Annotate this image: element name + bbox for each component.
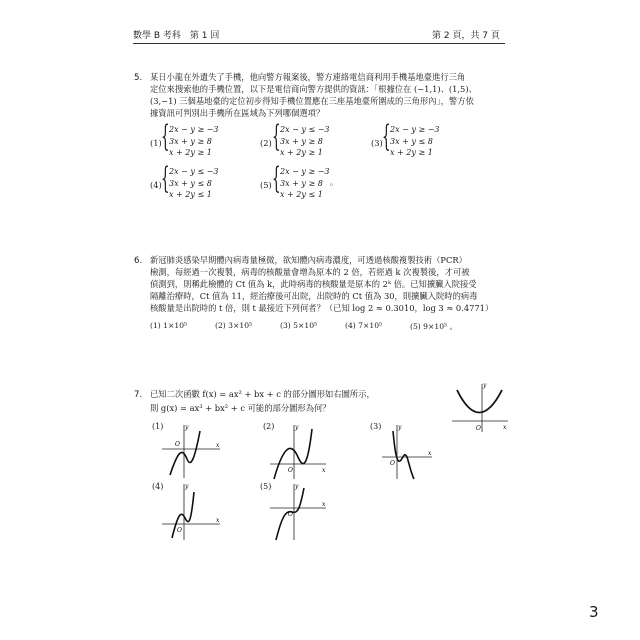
- q5-option-1-label: (1): [150, 138, 162, 148]
- q5-line-1: 某日小龍在外遺失了手機，他向警方報案後，警方連絡電信商利用手機基地臺進行三角: [150, 72, 466, 82]
- q6-line-5: 核酸量是出院時的 t 倍，則 t 最接近下列何者？（已知 log 2 ≈ 0.3010，log 3 ≈ 0.4771）: [150, 303, 494, 313]
- q5-option-4-row-1: 2x − y ≤ −3: [169, 167, 219, 176]
- q7-graph-2: [268, 423, 330, 483]
- q6-line-1: 新冠肺炎感染早期體內病毒量極微，欲知體內病毒濃度，可透過核酸複製技術（PCR）: [150, 255, 467, 265]
- q7-graph-1: [160, 423, 226, 483]
- parabola-origin-label: O: [476, 425, 481, 432]
- q5-option-2-brace: {: [272, 119, 281, 154]
- q5-option-1-row-2: 3x + y ≥ 8: [169, 136, 212, 146]
- q5-option-2-label: (2): [260, 138, 272, 148]
- q5-end-mark: 。: [330, 178, 338, 187]
- q6-line-4: 隔離治療時，Ct 值為 11，經治療後可出院，出院時的 Ct 值為 30，則擴臟入院時的病毒: [150, 291, 478, 301]
- q5-option-1-brace: {: [161, 119, 170, 154]
- q6-number: 6.: [134, 256, 143, 266]
- q7-graph-5: [268, 482, 330, 544]
- q5-option-2-row-2: 3x + y ≥ 8: [280, 136, 323, 146]
- q5-option-4-system: [169, 166, 219, 201]
- parabola-graph: [448, 380, 510, 436]
- q5-option-4-row-2: 3x + y ≤ 8: [169, 178, 212, 188]
- q5-line-4: 據資訊可判別出手機所在區域為下列哪個選項？: [150, 108, 325, 118]
- q7-graph-4-origin: O: [177, 527, 182, 534]
- q7-graph-3-label: (3): [370, 422, 382, 431]
- q5-option-4-brace: {: [161, 161, 170, 196]
- q5-number: 5.: [134, 73, 143, 83]
- q5-option-3-row-3: x + 2y ≥ 1: [390, 148, 433, 157]
- header-left: 數學 B 考科 第 1 回: [133, 31, 220, 41]
- q5-option-5-brace: {: [272, 161, 281, 196]
- header-right: 第 2 頁，共 7 頁: [432, 31, 500, 41]
- q5-option-4-row-3: x + 2y ≤ 1: [169, 190, 212, 199]
- q7-graph-2-origin: O: [288, 467, 293, 474]
- q7-graph-5-x: x: [322, 501, 326, 508]
- q5-option-5-label: (5): [260, 180, 272, 190]
- q5-option-3-system: [390, 124, 440, 159]
- q5-option-5-system: [280, 166, 330, 201]
- q7-graph-1-origin: O: [175, 441, 180, 448]
- q6-line-2: 檢測，每經過一次複製，病毒的核酸量會增為原本的 2 倍，若經過 k 次複製後，才可被: [150, 267, 470, 277]
- q7-graph-4-y: y: [185, 483, 189, 490]
- q7-line-2: 則 g(x) = ax³ + bx² + c 可能的部分圖形為何？: [150, 403, 331, 413]
- q5-option-4-label: (4): [150, 180, 162, 190]
- q7-graph-3-origin: O: [390, 460, 395, 467]
- q7-graph-1-y: y: [185, 424, 189, 431]
- q7-graph-5-y: y: [295, 483, 299, 490]
- q7-graph-4-label: (4): [152, 482, 164, 491]
- q7-graph-2-y: y: [295, 424, 299, 431]
- header-rule: [133, 43, 505, 44]
- q5-option-5-row-3: x + 2y ≤ 1: [280, 190, 323, 199]
- parabola-x-label: x: [503, 424, 507, 431]
- q5-option-3-label: (3): [371, 138, 383, 148]
- q6-choice-4: (4) 7×10⁵: [345, 321, 383, 330]
- q7-graph-2-x: x: [322, 467, 326, 474]
- q5-option-1-system: [169, 124, 219, 159]
- q5-option-5-row-2: 3x + y ≥ 8: [280, 178, 323, 188]
- q5-option-3-row-1: 2x − y ≥ −3: [390, 125, 440, 134]
- q7-graph-3: [380, 423, 436, 483]
- q6-line-3: 偵測到，則稱此檢體的 Ct 值為 k，此時病毒的核酸量是原本的 2ᵏ 倍。已知擴臟入院接受: [150, 279, 477, 289]
- q5-option-3-row-2: 3x + y ≤ 8: [390, 136, 433, 146]
- q5-option-2-system: [280, 124, 330, 159]
- q7-number: 7.: [134, 390, 143, 400]
- q5-option-2-row-3: x + 2y ≥ 1: [280, 148, 323, 157]
- q7-graph-3-x: x: [428, 450, 432, 457]
- page-number: 3: [589, 603, 599, 621]
- q6-choice-1: (1) 1×10⁵: [150, 321, 188, 330]
- q6-choice-3: (3) 5×10⁵: [280, 321, 318, 330]
- q5-option-5-row-1: 2x − y ≥ −3: [280, 167, 330, 176]
- q6-choice-2: (2) 3×10⁵: [215, 321, 253, 330]
- q5-line-3: (3,−1) 三個基地臺的定位初步得知手機位置應在三座基地臺所圍成的三角形內」，警方依: [150, 96, 474, 106]
- q7-graph-5-origin: O: [288, 511, 293, 518]
- q7-graph-2-label: (2): [263, 422, 275, 431]
- q5-option-2-row-1: 2x − y ≤ −3: [280, 125, 330, 134]
- q7-line-1: 已知二次函數 f(x) = ax² + bx + c 的部分圖形如右圖所示，: [150, 389, 375, 399]
- q7-graph-1-x: x: [216, 442, 220, 449]
- q7-graph-4: [160, 482, 226, 544]
- parabola-y-label: y: [483, 382, 487, 389]
- q5-option-1-row-3: x + 2y ≥ 1: [169, 148, 212, 157]
- q5-option-1-row-1: 2x − y ≥ −3: [169, 125, 219, 134]
- q7-graph-4-x: x: [216, 517, 220, 524]
- q7-graph-3-y: y: [398, 424, 402, 431]
- q7-graph-1-label: (1): [152, 422, 164, 431]
- q5-line-2: 定位來搜索他的手機位置，以下是電信商向警方提供的資訊：「根據位在 (−1,1)、(1,5)、: [150, 84, 477, 94]
- q5-option-3-brace: {: [382, 119, 391, 154]
- q7-graph-5-label: (5): [260, 482, 272, 491]
- q6-choice-5: (5) 9×10⁵ 。: [410, 322, 458, 331]
